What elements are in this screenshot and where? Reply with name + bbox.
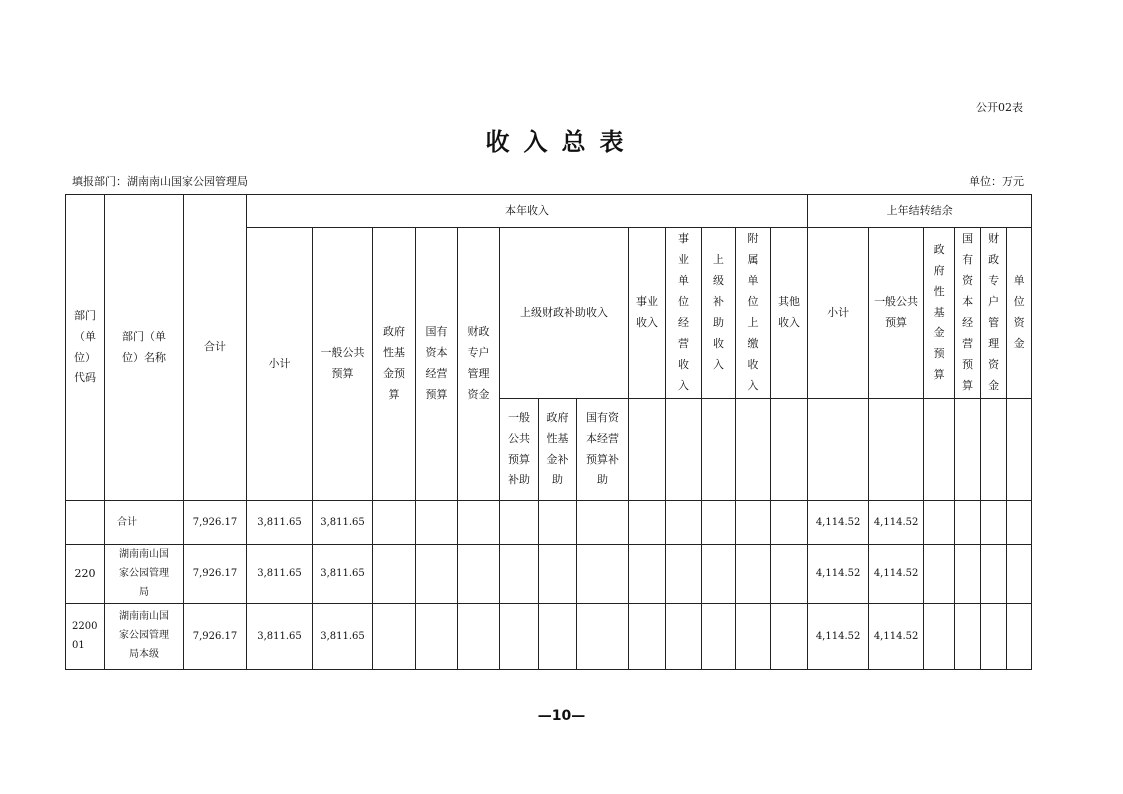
header-total: 合计 <box>184 195 247 501</box>
empty-cell <box>981 603 1007 669</box>
empty-cell <box>373 603 416 669</box>
empty-header-cell <box>1007 399 1032 501</box>
row-total: 7,926.17 <box>184 545 247 604</box>
empty-header-cell <box>955 399 981 501</box>
table-row <box>66 545 1032 604</box>
header-superior-grant: 上级补助收入 <box>702 228 736 399</box>
empty-cell <box>736 501 771 545</box>
empty-cell <box>666 545 702 604</box>
income-summary-table <box>65 194 1032 670</box>
header-carry-general: 一般公共预算 <box>869 228 924 399</box>
page-number: —10— <box>537 708 586 724</box>
empty-cell <box>629 545 666 604</box>
row-general: 3,811.65 <box>313 603 373 669</box>
header-state-capital-budget: 国有资本经营预算 <box>416 228 458 501</box>
header-affiliated-payment: 附属单位上缴收入 <box>736 228 771 399</box>
empty-cell <box>1007 501 1032 545</box>
header-sub-state-capital-subsidy: 国有资本经营预算补助 <box>577 399 629 501</box>
header-other-income: 其他收入 <box>771 228 808 399</box>
header-sub-general-subsidy: 一般公共预算补助 <box>500 399 539 501</box>
header-sub-gov-fund-subsidy: 政府性基金补助 <box>539 399 577 501</box>
header-carry-unit-funds: 单位资金 <box>1007 228 1032 399</box>
empty-cell <box>1007 603 1032 669</box>
row-name: 湖南南山国家公园管理局 <box>105 545 184 604</box>
empty-cell <box>736 603 771 669</box>
empty-cell <box>539 603 577 669</box>
empty-cell <box>416 501 458 545</box>
row-subtotal: 3,811.65 <box>247 603 313 669</box>
empty-cell <box>955 545 981 604</box>
row-subtotal: 3,811.65 <box>247 545 313 604</box>
header-dept-code: 部门（单位）代码 <box>66 195 105 501</box>
header-current-year-income: 本年收入 <box>247 195 808 228</box>
empty-cell <box>458 545 500 604</box>
empty-cell <box>924 501 955 545</box>
empty-cell <box>458 603 500 669</box>
page-title: 收入总表 <box>485 127 638 156</box>
header-business-income: 事业收入 <box>629 228 666 399</box>
header-prior-carryover: 上年结转结余 <box>808 195 1032 228</box>
row-code: 220 <box>66 545 105 604</box>
empty-header-cell <box>981 399 1007 501</box>
table-row <box>66 603 1032 669</box>
row-code: 220001 <box>66 603 105 669</box>
empty-cell <box>1007 545 1032 604</box>
empty-cell <box>373 545 416 604</box>
empty-cell <box>955 501 981 545</box>
table-row <box>66 501 1032 545</box>
empty-header-cell <box>702 399 736 501</box>
empty-cell <box>500 545 539 604</box>
empty-cell <box>666 603 702 669</box>
empty-cell <box>771 603 808 669</box>
empty-header-cell <box>808 399 869 501</box>
header-carry-gov-fund: 政府性基金预算 <box>924 228 955 399</box>
empty-cell <box>500 603 539 669</box>
row-general: 3,811.65 <box>313 545 373 604</box>
empty-cell <box>577 603 629 669</box>
row-carry-general: 4,114.52 <box>869 603 924 669</box>
row-name: 湖南南山国家公园管理局本级 <box>105 603 184 669</box>
row-carry-general: 4,114.52 <box>869 545 924 604</box>
empty-cell <box>458 501 500 545</box>
empty-cell <box>416 545 458 604</box>
empty-cell <box>500 501 539 545</box>
header-carry-subtotal: 小计 <box>808 228 869 399</box>
empty-cell <box>702 501 736 545</box>
header-superior-subsidy: 上级财政补助收入 <box>500 228 629 399</box>
header-carry-state-capital: 国有资本经营预算 <box>955 228 981 399</box>
header-dept-name: 部门（单位）名称 <box>105 195 184 501</box>
header-subtotal: 小计 <box>247 228 313 501</box>
empty-header-cell <box>869 399 924 501</box>
row-name: 合计 <box>105 501 184 545</box>
row-carry-general: 4,114.52 <box>869 501 924 545</box>
row-carry-subtotal: 4,114.52 <box>808 545 869 604</box>
unit-label: 单位：万元 <box>969 175 1024 188</box>
row-carry-subtotal: 4,114.52 <box>808 603 869 669</box>
empty-cell <box>373 501 416 545</box>
empty-cell <box>702 545 736 604</box>
header-operating-income: 事业单位经营收入 <box>666 228 702 399</box>
empty-cell <box>539 501 577 545</box>
empty-header-cell <box>629 399 666 501</box>
empty-cell <box>577 545 629 604</box>
empty-cell <box>629 603 666 669</box>
row-subtotal: 3,811.65 <box>247 501 313 545</box>
empty-cell <box>629 501 666 545</box>
row-total: 7,926.17 <box>184 501 247 545</box>
empty-cell <box>666 501 702 545</box>
empty-header-cell <box>771 399 808 501</box>
row-carry-subtotal: 4,114.52 <box>808 501 869 545</box>
empty-header-cell <box>736 399 771 501</box>
filing-department: 填报部门：湖南南山国家公园管理局 <box>72 175 248 188</box>
header-gov-fund-budget: 政府性基金预算 <box>373 228 416 501</box>
empty-cell <box>771 545 808 604</box>
header-fiscal-special-funds: 财政专户管理资金 <box>458 228 500 501</box>
empty-header-cell <box>924 399 955 501</box>
empty-cell <box>771 501 808 545</box>
empty-cell <box>416 603 458 669</box>
empty-cell <box>539 545 577 604</box>
empty-cell <box>736 545 771 604</box>
row-general: 3,811.65 <box>313 501 373 545</box>
row-total: 7,926.17 <box>184 603 247 669</box>
empty-cell <box>577 501 629 545</box>
row-code <box>66 501 105 545</box>
empty-header-cell <box>666 399 702 501</box>
empty-cell <box>702 603 736 669</box>
empty-cell <box>955 603 981 669</box>
header-carry-fiscal-special: 财政专户管理资金 <box>981 228 1007 399</box>
empty-cell <box>924 545 955 604</box>
empty-cell <box>981 501 1007 545</box>
empty-cell <box>981 545 1007 604</box>
form-number: 公开02表 <box>976 101 1023 114</box>
empty-cell <box>924 603 955 669</box>
header-general-budget: 一般公共预算 <box>313 228 373 501</box>
